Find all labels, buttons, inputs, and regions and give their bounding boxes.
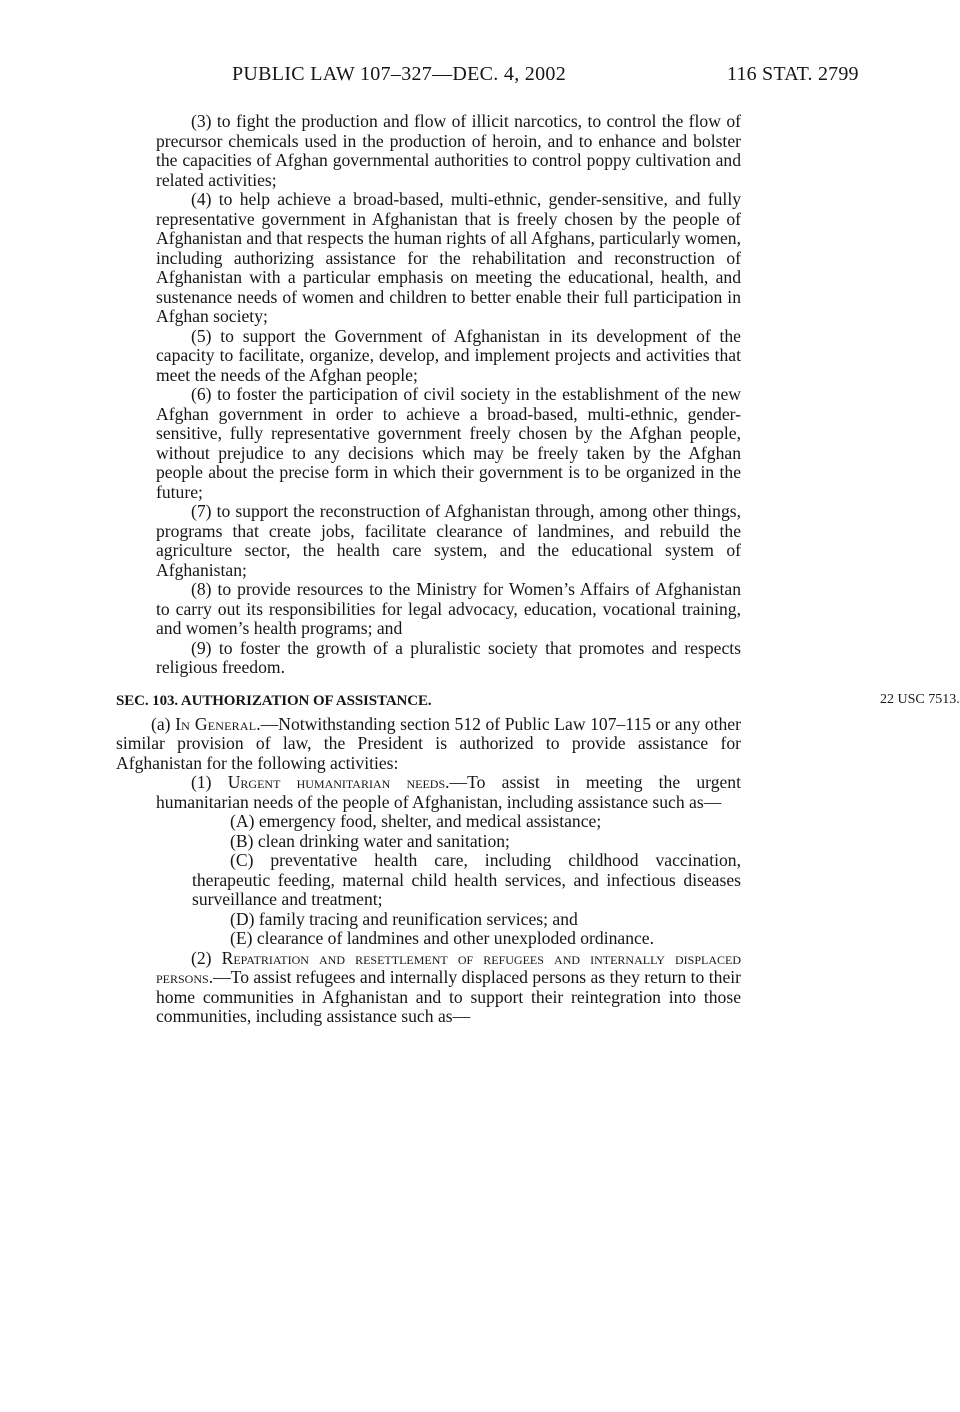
running-title: PUBLIC LAW 107–327—DEC. 4, 2002 [232, 63, 566, 85]
purpose-item-3: (3) to fight the production and flow of illicit narcotics, to control the flow of precursor chemicals used in the production of heroin, and to enhance and bolster the capacities of Afghan governmental authorities to control poppy cultivation and related activities; [156, 111, 741, 190]
stat-page-number: 116 STAT. 2799 [727, 63, 859, 85]
subitem-b: (B) clean drinking water and sanitation; [230, 830, 510, 851]
paragraph-1 [156, 773, 741, 812]
paragraph-2-label: (2) [191, 947, 222, 968]
subsection-a [116, 715, 741, 774]
page-header [0, 63, 944, 87]
paragraph-2-text: .—To assist refugees and internally displaced persons as they return to their home communities in Afghanistan and to support their reintegration into those communities, including assistance such as— [156, 967, 741, 1026]
purpose-item-7: (7) to support the reconstruction of Afghanistan through, among other things, programs that create jobs, facilitate clearance of landmines, and rebuild the agriculture sector, the health care system, and the educational system of Afghanistan; [156, 501, 741, 580]
paragraph-2-heading: Repatriation and resettlement of refugees and internally displaced persons [156, 947, 741, 987]
usc-margin-note: 22 USC 7513. [880, 691, 960, 707]
subitem-e: (E) clearance of landmines and other unexploded ordinance. [230, 928, 655, 948]
purpose-item-5: (5) to support the Government of Afghanistan in its development of the capacity to facilitate, organize, develop, and implement projects and activities that meet the needs of the Afghan people; [156, 325, 741, 385]
purpose-item-4: (4) to help achieve a broad-based, multi-ethnic, gender-sensitive, and fully representative government in Afghanistan that is freely chosen by the people of Afghanistan and that respects the human rights of all Afghans, particularly women, including authorizing assistance for the rehabilitation and reconstruction of Afghanistan with a particular emphasis on meeting the educational, health, and sustenance needs of women and children to better enable their full participation in Afghan society; [156, 189, 741, 326]
purpose-item-6: (6) to foster the participation of civil society in the establishment of the new Afghan government in order to achieve a broad-based, multi-ethnic, gender-sensitive, fully representative government freely chosen by the Afghan people, without prejudice to any decisions which may be freely taken by the Afghan people about the precise form in which their government is to be organized in the future; [156, 384, 741, 502]
subitem-d: (D) family tracing and reunification services; and [230, 908, 578, 929]
subitem-c: (C) preventative health care, including childhood vaccination, therapeutic feeding, maternal child health services, and infectious diseases surveillance and treatment; [192, 850, 741, 909]
paragraph-1-heading: Urgent humanitarian needs [227, 772, 446, 792]
paragraph-1-text: .—To assist in meeting the urgent humanitarian needs of the people of Afghanistan, including assistance such as— [156, 772, 741, 812]
subsection-a-text: .—Notwithstanding section 512 of Public Law 107–115 or any other similar provision of law, the President is authorized to provide assistance for Afghanistan for the following activities: [116, 713, 741, 773]
subsection-a-label: (a) [151, 713, 176, 734]
paragraph-1-label: (1) [191, 772, 228, 792]
subsection-a-heading: In General [175, 713, 257, 734]
subitem-a: (A) emergency food, shelter, and medical assistance; [230, 811, 602, 831]
document-body [0, 111, 960, 1027]
paragraph-2 [156, 949, 741, 1027]
section-title: SEC. 103. AUTHORIZATION OF ASSISTANCE. [116, 692, 432, 709]
purpose-item-8: (8) to provide resources to the Ministry for Women’s Affairs of Afghanistan to carry out its responsibilities for legal advocacy, education, vocational training, and women’s health programs; and [156, 579, 741, 638]
purpose-item-9: (9) to foster the growth of a pluralistic society that promotes and respects religious freedom. [156, 637, 741, 677]
section-heading-row [116, 690, 960, 710]
